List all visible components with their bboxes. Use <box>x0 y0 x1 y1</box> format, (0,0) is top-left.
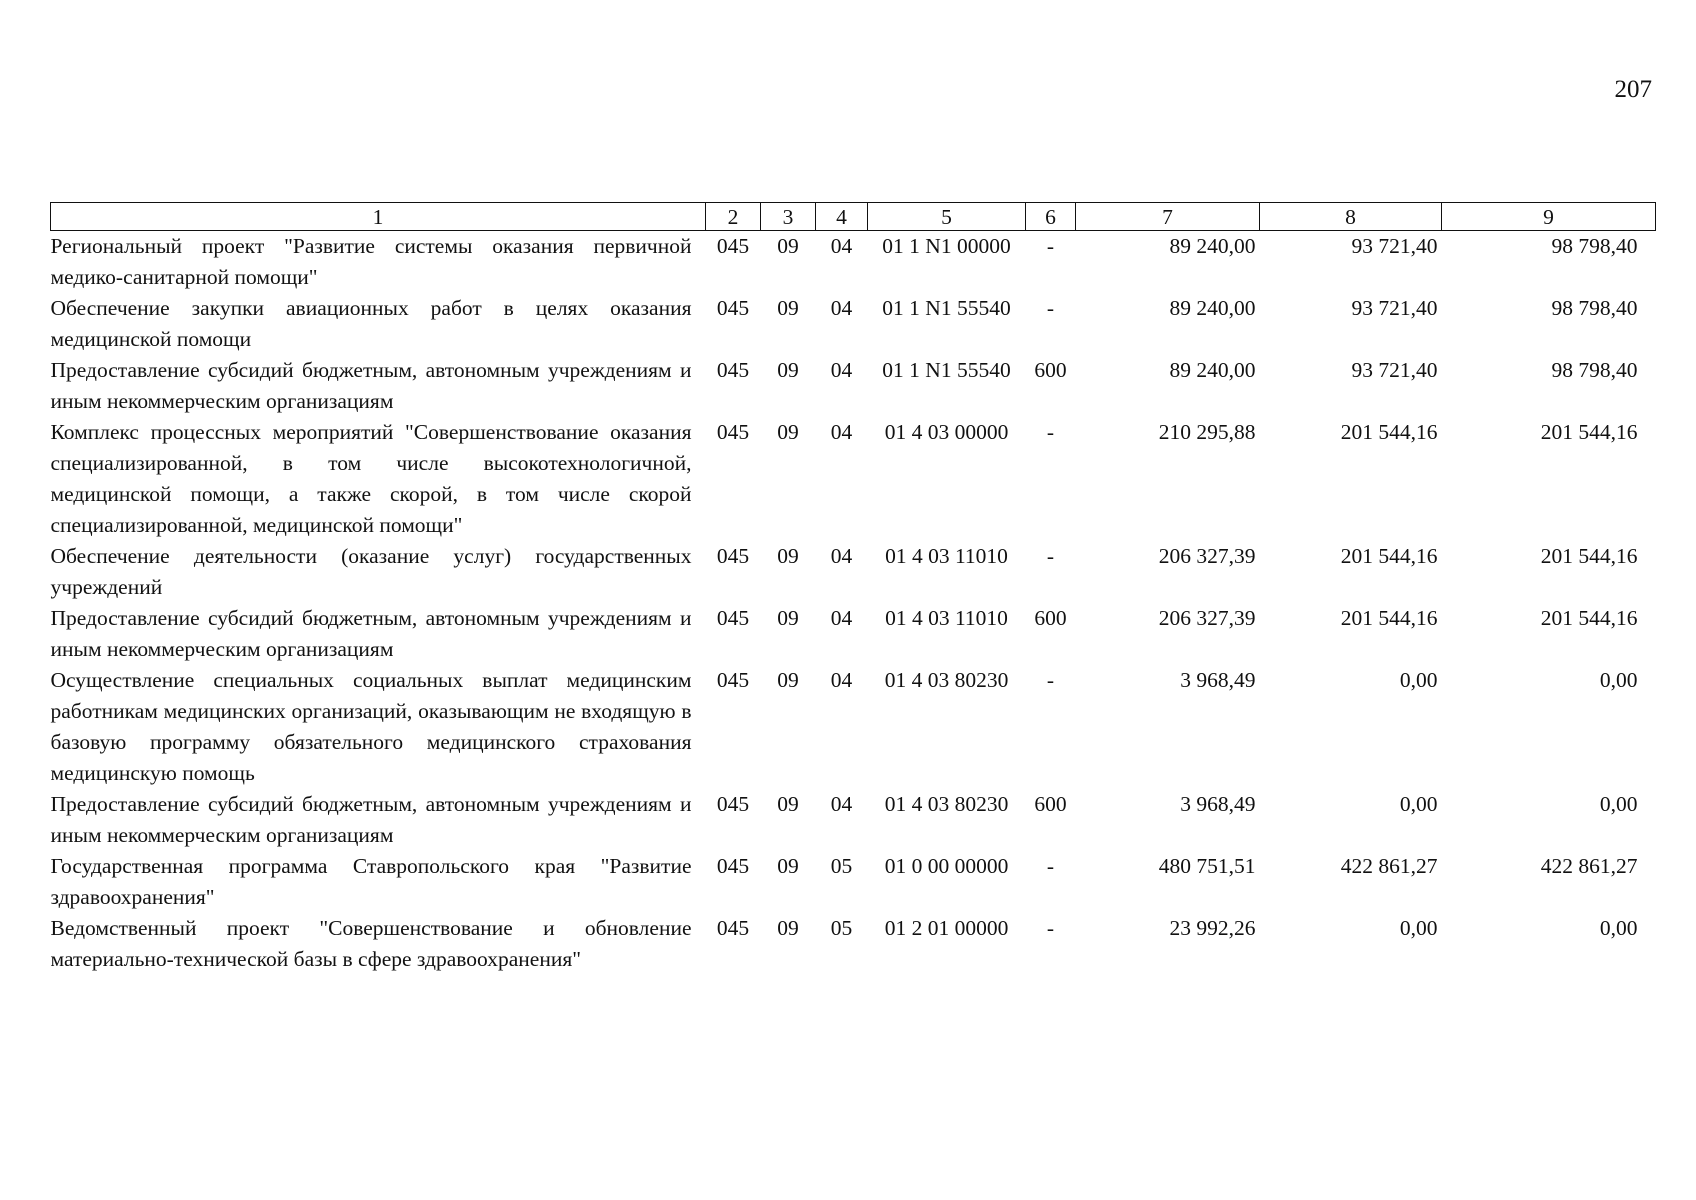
row-amount-col8: 0,00 <box>1399 792 1438 816</box>
row-amount-col8: 201 544,16 <box>1340 606 1438 630</box>
row-amount-col7: 206 327,39 <box>1158 544 1256 568</box>
row-target-article: 01 4 03 80230 <box>884 792 1009 816</box>
row-amount-col9: 422 861,27 <box>1540 854 1638 878</box>
row-name: Ведомственный проект "Совершенствование и обновление материально-технической базы в сфере здравоохранения" <box>50 916 692 971</box>
row-subsection: 04 <box>830 296 853 320</box>
row-ministry-code: 045 <box>716 854 750 878</box>
row-target-article: 01 4 03 11010 <box>885 606 1008 630</box>
budget-table <box>50 202 1656 975</box>
header-cell: 5 <box>868 203 1026 231</box>
header-cell: 9 <box>1442 203 1656 231</box>
row-name: Обеспечение деятельности (оказание услуг) государственных учреждений <box>50 544 692 599</box>
row-amount-col9: 201 544,16 <box>1540 544 1638 568</box>
row-name: Региональный проект "Развитие системы оказания первичной медико-санитарной помощи" <box>50 234 692 289</box>
row-section: 09 <box>777 296 799 320</box>
row-amount-col9: 201 544,16 <box>1540 606 1638 630</box>
row-name: Предоставление субсидий бюджетным, автономным учреждениям и иным некоммерческим организациям <box>50 606 692 661</box>
page-number: 207 <box>1614 76 1652 103</box>
row-target-article: 01 1 N1 00000 <box>882 234 1011 258</box>
table-row <box>51 665 1656 789</box>
row-subsection: 04 <box>830 420 853 444</box>
row-expense-type: - <box>1046 234 1055 258</box>
table-row <box>51 355 1656 417</box>
row-expense-type: - <box>1046 916 1055 940</box>
row-amount-col9: 0,00 <box>1599 792 1638 816</box>
row-expense-type: - <box>1046 854 1055 878</box>
table-row <box>51 851 1656 913</box>
row-amount-col7: 89 240,00 <box>1169 234 1256 258</box>
row-amount-col7: 89 240,00 <box>1169 358 1256 382</box>
table-row <box>51 541 1656 603</box>
row-name: Государственная программа Ставропольского края "Развитие здравоохранения" <box>50 854 692 909</box>
row-amount-col8: 0,00 <box>1399 916 1438 940</box>
row-expense-type: 600 <box>1034 358 1067 382</box>
row-amount-col8: 93 721,40 <box>1351 234 1438 258</box>
row-expense-type: - <box>1046 420 1055 444</box>
header-row <box>51 203 1656 231</box>
row-section: 09 <box>777 358 799 382</box>
row-amount-col7: 206 327,39 <box>1158 606 1256 630</box>
row-section: 09 <box>777 606 799 630</box>
row-amount-col8: 201 544,16 <box>1340 420 1438 444</box>
row-subsection: 05 <box>830 916 853 940</box>
row-expense-type: - <box>1046 668 1055 692</box>
row-target-article: 01 4 03 80230 <box>884 668 1009 692</box>
row-ministry-code: 045 <box>716 234 750 258</box>
row-subsection: 04 <box>830 234 853 258</box>
row-amount-col9: 98 798,40 <box>1551 296 1638 320</box>
row-amount-col7: 23 992,26 <box>1169 916 1256 940</box>
row-amount-col7: 3 968,49 <box>1180 668 1256 692</box>
row-ministry-code: 045 <box>716 420 750 444</box>
row-ministry-code: 045 <box>716 792 750 816</box>
row-name: Предоставление субсидий бюджетным, автономным учреждениям и иным некоммерческим организациям <box>50 792 692 847</box>
row-amount-col8: 422 861,27 <box>1340 854 1438 878</box>
row-name: Предоставление субсидий бюджетным, автономным учреждениям и иным некоммерческим организациям <box>50 358 692 413</box>
row-target-article: 01 1 N1 55540 <box>882 358 1011 382</box>
row-section: 09 <box>777 234 799 258</box>
row-name: Осуществление специальных социальных выплат медицинским работникам медицинских организаций, оказывающим не входящую в базовую программу обязательного медицинского страхования медицинскую помощь <box>50 668 692 785</box>
row-amount-col9: 201 544,16 <box>1540 420 1638 444</box>
row-subsection: 04 <box>830 606 853 630</box>
header-cell: 3 <box>761 203 816 231</box>
table-row <box>51 293 1656 355</box>
row-expense-type: - <box>1046 296 1055 320</box>
header-cell: 6 <box>1026 203 1076 231</box>
row-section: 09 <box>777 854 799 878</box>
row-section: 09 <box>777 792 799 816</box>
row-target-article: 01 0 00 00000 <box>884 854 1009 878</box>
row-amount-col8: 201 544,16 <box>1340 544 1438 568</box>
row-ministry-code: 045 <box>716 358 750 382</box>
row-target-article: 01 1 N1 55540 <box>882 296 1011 320</box>
row-amount-col9: 98 798,40 <box>1551 358 1638 382</box>
row-ministry-code: 045 <box>716 606 750 630</box>
row-amount-col7: 210 295,88 <box>1158 420 1256 444</box>
row-amount-col7: 3 968,49 <box>1180 792 1256 816</box>
row-expense-type: 600 <box>1034 792 1067 816</box>
row-amount-col9: 0,00 <box>1599 668 1638 692</box>
table-row <box>51 417 1656 541</box>
row-amount-col8: 0,00 <box>1399 668 1438 692</box>
row-subsection: 05 <box>830 854 853 878</box>
row-amount-col9: 98 798,40 <box>1551 234 1638 258</box>
row-subsection: 04 <box>830 358 853 382</box>
row-amount-col7: 480 751,51 <box>1158 854 1256 878</box>
row-subsection: 04 <box>830 544 853 568</box>
row-name: Обеспечение закупки авиационных работ в целях оказания медицинской помощи <box>50 296 692 351</box>
row-target-article: 01 4 03 00000 <box>884 420 1009 444</box>
row-section: 09 <box>777 668 799 692</box>
row-expense-type: - <box>1046 544 1055 568</box>
row-section: 09 <box>777 544 799 568</box>
header-cell: 4 <box>816 203 868 231</box>
row-target-article: 01 4 03 11010 <box>885 544 1008 568</box>
row-amount-col9: 0,00 <box>1599 916 1638 940</box>
row-amount-col8: 93 721,40 <box>1351 358 1438 382</box>
header-cell: 8 <box>1260 203 1442 231</box>
row-ministry-code: 045 <box>716 916 750 940</box>
row-section: 09 <box>777 916 799 940</box>
row-section: 09 <box>777 420 799 444</box>
row-ministry-code: 045 <box>716 668 750 692</box>
row-ministry-code: 045 <box>716 544 750 568</box>
row-amount-col7: 89 240,00 <box>1169 296 1256 320</box>
row-subsection: 04 <box>830 792 853 816</box>
row-subsection: 04 <box>830 668 853 692</box>
row-expense-type: 600 <box>1034 606 1067 630</box>
header-cell: 2 <box>706 203 761 231</box>
table-row <box>51 231 1656 294</box>
table-row <box>51 603 1656 665</box>
header-cell: 1 <box>51 203 706 231</box>
table-row <box>51 789 1656 851</box>
row-target-article: 01 2 01 00000 <box>884 916 1009 940</box>
row-ministry-code: 045 <box>716 296 750 320</box>
table-row <box>51 913 1656 975</box>
row-name: Комплекс процессных мероприятий "Совершенствование оказания специализированной, в том числе высокотехнологичной, медицинской помощи, а также скорой, в том числе скорой специализированной, медицинской помощи" <box>50 420 692 537</box>
row-amount-col8: 93 721,40 <box>1351 296 1438 320</box>
header-cell: 7 <box>1076 203 1260 231</box>
